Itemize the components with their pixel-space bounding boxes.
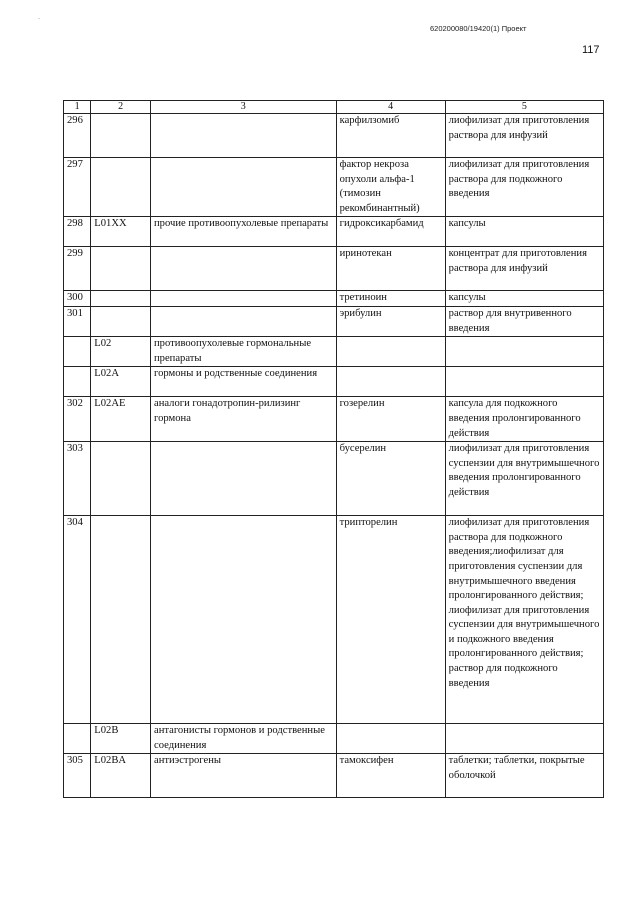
dosage-form-cell: таблетки; таблетки, покрытые оболочкой <box>445 754 603 798</box>
atc-code-cell <box>91 158 151 217</box>
group-name-cell: прочие противоопухолевые препараты <box>151 217 337 247</box>
table-row <box>64 114 604 158</box>
dosage-form-cell: лиофилизат для приготовления раствора для подкожного введения;лиофилизат для приготовления суспензии для внутримышечного введения пролонгированного действия; лиофилизат для приготовления суспензии для внутримышечного и подкожного введения пролонгированного действия; раствор для подкожного введения <box>445 516 603 724</box>
atc-code-cell: L02BA <box>91 754 151 798</box>
header-cell: 4 <box>336 101 445 114</box>
drug-name-cell <box>336 367 445 397</box>
table-row <box>64 306 604 336</box>
atc-code-cell <box>91 114 151 158</box>
drug-name-cell: гидроксикарбамид <box>336 217 445 247</box>
drug-name-cell: третиноин <box>336 291 445 307</box>
atc-code-cell: L02A <box>91 367 151 397</box>
header-cell: 5 <box>445 101 603 114</box>
group-name-cell: противоопухолевые гормональные препараты <box>151 337 337 367</box>
dosage-form-cell <box>445 367 603 397</box>
drug-name-cell: тамоксифен <box>336 754 445 798</box>
drug-name-cell: карфилзомиб <box>336 114 445 158</box>
group-name-cell: антиэстрогены <box>151 754 337 798</box>
table-row <box>64 754 604 798</box>
table-row <box>64 442 604 516</box>
table-row <box>64 247 604 291</box>
drug-name-cell: гозерелин <box>336 397 445 442</box>
atc-code-cell <box>91 291 151 307</box>
atc-code-cell: L02 <box>91 337 151 367</box>
row-number-cell: 296 <box>64 114 91 158</box>
header-cell: 3 <box>151 101 337 114</box>
table-row <box>64 158 604 217</box>
drug-name-cell <box>336 724 445 754</box>
group-name-cell <box>151 442 337 516</box>
row-number-cell: 302 <box>64 397 91 442</box>
group-name-cell: гормоны и родственные соединения <box>151 367 337 397</box>
row-number-cell <box>64 367 91 397</box>
row-number-cell: 303 <box>64 442 91 516</box>
dosage-form-cell <box>445 337 603 367</box>
row-number-cell <box>64 724 91 754</box>
table-header-row <box>64 101 604 114</box>
drug-name-cell: фактор некроза опухоли альфа-1 (тимозин рекомбинантный) <box>336 158 445 217</box>
row-number-cell: 305 <box>64 754 91 798</box>
table-row <box>64 724 604 754</box>
drug-name-cell: иринотекан <box>336 247 445 291</box>
dosage-form-cell: раствор для внутривенного введения <box>445 306 603 336</box>
row-number-cell: 301 <box>64 306 91 336</box>
group-name-cell: антагонисты гормонов и родственные соединения <box>151 724 337 754</box>
group-name-cell <box>151 306 337 336</box>
row-number-cell: 298 <box>64 217 91 247</box>
group-name-cell <box>151 516 337 724</box>
margin-mark: . <box>38 12 40 21</box>
dosage-form-cell: лиофилизат для приготовления суспензии для внутримышечного введения пролонгированного действия <box>445 442 603 516</box>
atc-code-cell <box>91 247 151 291</box>
dosage-form-cell <box>445 724 603 754</box>
atc-code-cell: L02AE <box>91 397 151 442</box>
atc-code-cell <box>91 516 151 724</box>
table-row <box>64 291 604 307</box>
table-row <box>64 217 604 247</box>
dosage-form-cell: концентрат для приготовления раствора для инфузий <box>445 247 603 291</box>
row-number-cell <box>64 337 91 367</box>
dosage-form-cell: капсулы <box>445 291 603 307</box>
header-cell: 1 <box>64 101 91 114</box>
dosage-form-cell: капсулы <box>445 217 603 247</box>
atc-code-cell: L01XX <box>91 217 151 247</box>
group-name-cell <box>151 114 337 158</box>
drug-table <box>63 100 604 798</box>
table-row <box>64 337 604 367</box>
group-name-cell <box>151 247 337 291</box>
drug-name-cell: эрибулин <box>336 306 445 336</box>
group-name-cell <box>151 158 337 217</box>
dosage-form-cell: лиофилизат для приготовления раствора для инфузий <box>445 114 603 158</box>
table-row <box>64 397 604 442</box>
drug-name-cell: трипторелин <box>336 516 445 724</box>
atc-code-cell <box>91 442 151 516</box>
row-number-cell: 297 <box>64 158 91 217</box>
table-row <box>64 516 604 724</box>
row-number-cell: 299 <box>64 247 91 291</box>
atc-code-cell: L02B <box>91 724 151 754</box>
header-cell: 2 <box>91 101 151 114</box>
dosage-form-cell: лиофилизат для приготовления раствора для подкожного введения <box>445 158 603 217</box>
document-code: 620200080/19420(1) Проект <box>430 24 527 33</box>
atc-code-cell <box>91 306 151 336</box>
dosage-form-cell: капсула для подкожного введения пролонгированного действия <box>445 397 603 442</box>
row-number-cell: 304 <box>64 516 91 724</box>
table-row <box>64 367 604 397</box>
group-name-cell <box>151 291 337 307</box>
row-number-cell: 300 <box>64 291 91 307</box>
page-number: 117 <box>582 44 600 56</box>
drug-name-cell <box>336 337 445 367</box>
drug-name-cell: бусерелин <box>336 442 445 516</box>
group-name-cell: аналоги гонадотропин-рилизинг гормона <box>151 397 337 442</box>
